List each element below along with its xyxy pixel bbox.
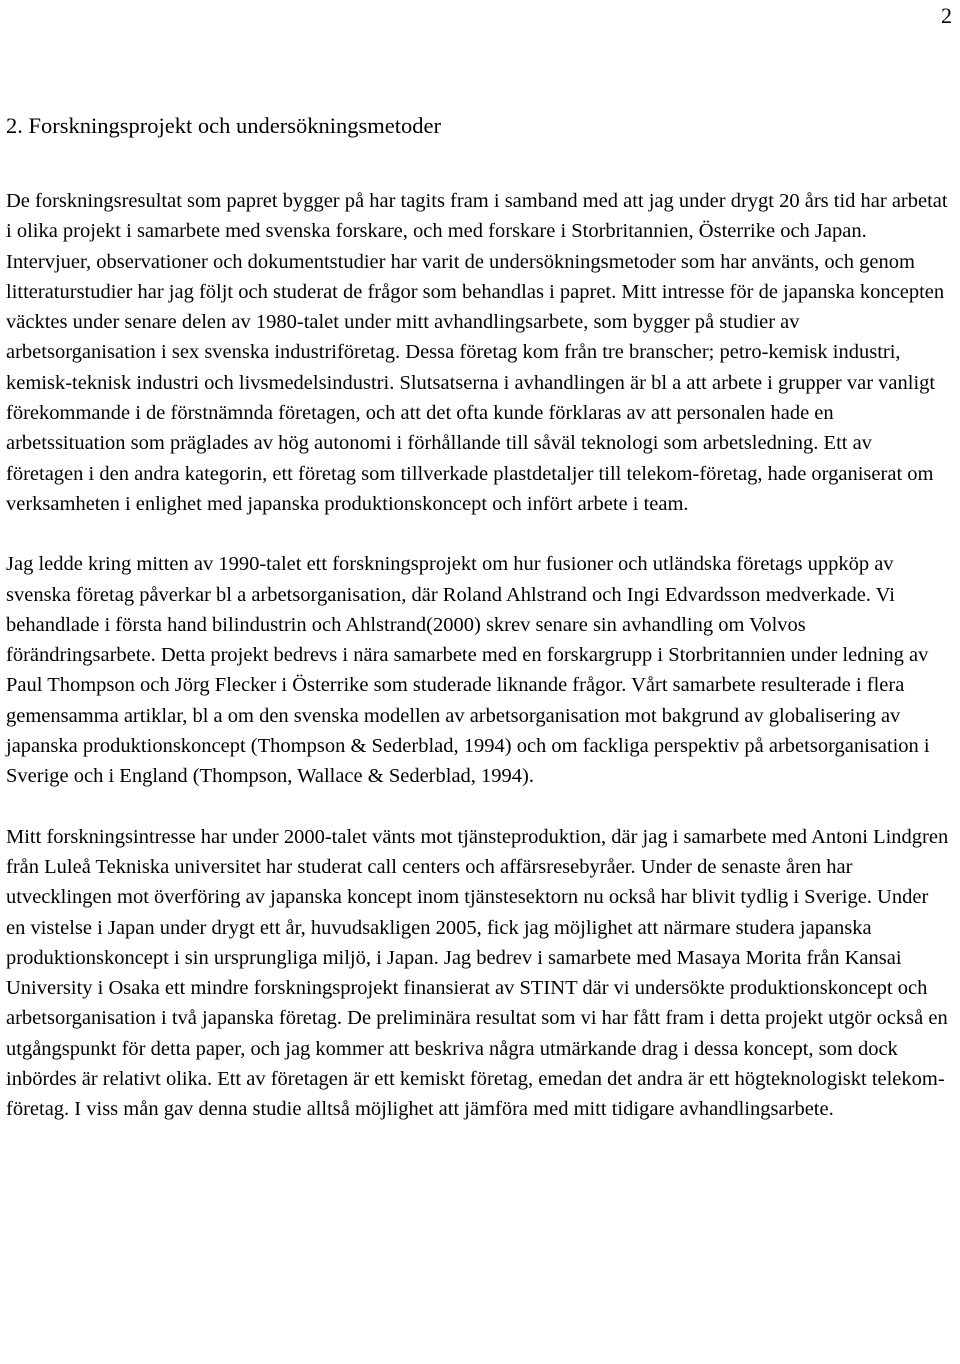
paragraph-3: Mitt forskningsintresse har under 2000-talet vänts mot tjänsteproduktion, där jag i samarbete med Antoni Lindgren från Luleå Tekniska universitet har studerat call centers och affärsresebyråer. Under de senaste åren har utvecklingen mot överföring av japanska koncept inom tjänstesektorn nu också har blivit tydlig i Sverige. Under en vistelse i Japan under drygt ett år, huvudsakligen 2005, fick jag möjlighet att närmare studera japanska produktionskoncept i sin ursprungliga miljö, i Japan. Jag bedrev i samarbete med Masaya Morita från Kansai University i Osaka ett mindre forskningsprojekt finansierat av STINT där vi undersökte produktionskoncept och arbetsorganisation i två japanska företag. De preliminära resultat som vi har fått fram i detta projekt utgör också en utgångspunkt för detta paper, och jag kommer att beskriva några utmärkande drag i dessa koncept, som dock inbördes är relativt olika. Ett av företagen är ett kemiskt företag, emedan det andra är ett högteknologiskt telekom-företag. I viss mån gav denna studie alltså möjlighet att jämföra med mitt tidigare avhandlingsarbete.	[6, 825, 949, 1121]
paragraph-2: Jag ledde kring mitten av 1990-talet ett forskningsprojekt om hur fusioner och utländska företags uppköp av svenska företag påverkar bl a arbetsorganisation, där Roland Ahlstrand och Ingi Edvardsson medverkade. Vi behandlade i första hand bilindustrin och Ahlstrand(2000) skrev senare sin avhandling om Volvos förändringsarbete. Detta projekt bedrevs i nära samarbete med en forskargrupp i Storbritannien under ledning av Paul Thompson och Jörg Flecker i Österrike som studerade liknande frågor. Vårt samarbete resulterade i flera gemensamma artiklar, bl a om den svenska modellen av arbetsorganisation mot bakgrund av globalisering av japanska produktionskoncept (Thompson & Sederblad, 1994) och om fackliga perspektiv på arbetsorganisation i Sverige och i England (Thompson, Wallace & Sederblad, 1994).	[6, 553, 930, 788]
section-heading: 2. Forskningsprojekt och undersökningsmetoder	[6, 113, 441, 138]
paragraph-1: De forskningsresultat som papret bygger på har tagits fram i samband med att jag under drygt 20 års tid har arbetat i olika projekt i samarbete med svenska forskare, och med forskare i Storbritannien, Österrike och Japan. Intervjuer, observationer och dokumentstudier har varit de undersökningsmetoder som har använts, och genom litteraturstudier har jag följt och studerat de frågor som behandlas i papret. Mitt intresse för de japanska koncepten väcktes under senare delen av 1980-talet under mitt avhandlingsarbete, som bygger på studier av arbetsorganisation i sex svenska industriföretag. Dessa företag kom från tre branscher; petro-kemisk industri, kemisk-teknisk industri och livsmedelsindustri. Slutsatserna i avhandlingen är bl a att arbete i grupper var vanligt förekommande i de förstnämnda företagen, och att det ofta kunde förklaras av att personalen hade en arbetssituation som präglades av hög autonomi i förhållande till såväl teknologi som arbetsledning. Ett av företagen i den andra kategorin, ett företag som tillverkade plastdetaljer till telekom-företag, hade organiserat om verksamheten i enlighet med japanska produktionskoncept och infört arbete i team.	[6, 190, 948, 515]
page-number: 2	[941, 3, 952, 28]
document-body	[6, 110, 952, 1125]
